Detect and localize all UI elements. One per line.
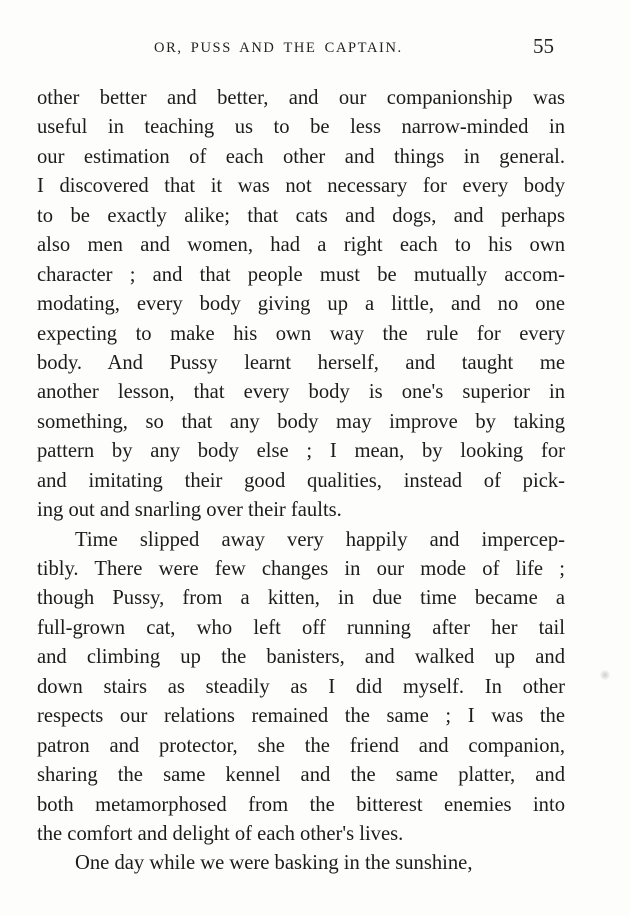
text-line: I discovered that it was not necessary for every body: [37, 175, 565, 198]
text-line: down stairs as steadily as I did myself. In other: [37, 675, 565, 698]
text-line: though Pussy, from a kitten, in due time became a: [37, 587, 565, 610]
text-line: pattern by any body else ; I mean, by looking for: [37, 440, 565, 463]
text-line: body. And Pussy learnt herself, and taught me: [37, 351, 565, 374]
text-line: full-grown cat, who left off running after her tail: [37, 616, 565, 639]
text-line: also men and women, had a right each to his own: [37, 234, 565, 257]
text-line: patron and protector, she the friend and companion,: [37, 734, 565, 757]
body-text: [37, 84, 565, 879]
text-line: useful in teaching us to be less narrow-minded in: [37, 116, 565, 139]
text-line: our estimation of each other and things in general.: [37, 145, 565, 168]
text-line: the comfort and delight of each other's lives.: [37, 822, 404, 845]
page-header: [0, 34, 630, 60]
text-line: character ; and that people must be mutually accom-: [37, 263, 565, 286]
text-line: Time slipped away very happily and impercep-: [75, 528, 565, 551]
text-line: ing out and snarling over their faults.: [37, 499, 342, 522]
running-title: OR, PUSS AND THE CAPTAIN.: [154, 40, 403, 56]
text-line: and imitating their good qualities, instead of pick-: [37, 469, 565, 492]
text-line: another lesson, that every body is one's superior in: [37, 381, 565, 404]
text-line: One day while we were basking in the sunshine,: [75, 852, 473, 875]
paper-speck: [600, 670, 610, 680]
text-line: respects our relations remained the same ; I was the: [37, 705, 565, 728]
text-line: expecting to make his own way the rule for every: [37, 322, 565, 345]
text-line: and climbing up the banisters, and walked up and: [37, 646, 565, 669]
text-line: modating, every body giving up a little, and no one: [37, 293, 565, 316]
text-line: other better and better, and our companionship was: [37, 87, 565, 109]
paragraph-2: [37, 526, 565, 850]
page-number: 55: [533, 34, 554, 58]
text-line: something, so that any body may improve by taking: [37, 410, 565, 433]
text-line: both metamorphosed from the bitterest enemies into: [37, 793, 565, 816]
text-line: tibly. There were few changes in our mode of life ;: [37, 558, 565, 580]
text-line: sharing the same kennel and the same platter, and: [37, 764, 565, 787]
paragraph-1: [37, 84, 565, 526]
paragraph-3: [37, 849, 565, 878]
text-line: to be exactly alike; that cats and dogs, and perhaps: [37, 204, 565, 227]
